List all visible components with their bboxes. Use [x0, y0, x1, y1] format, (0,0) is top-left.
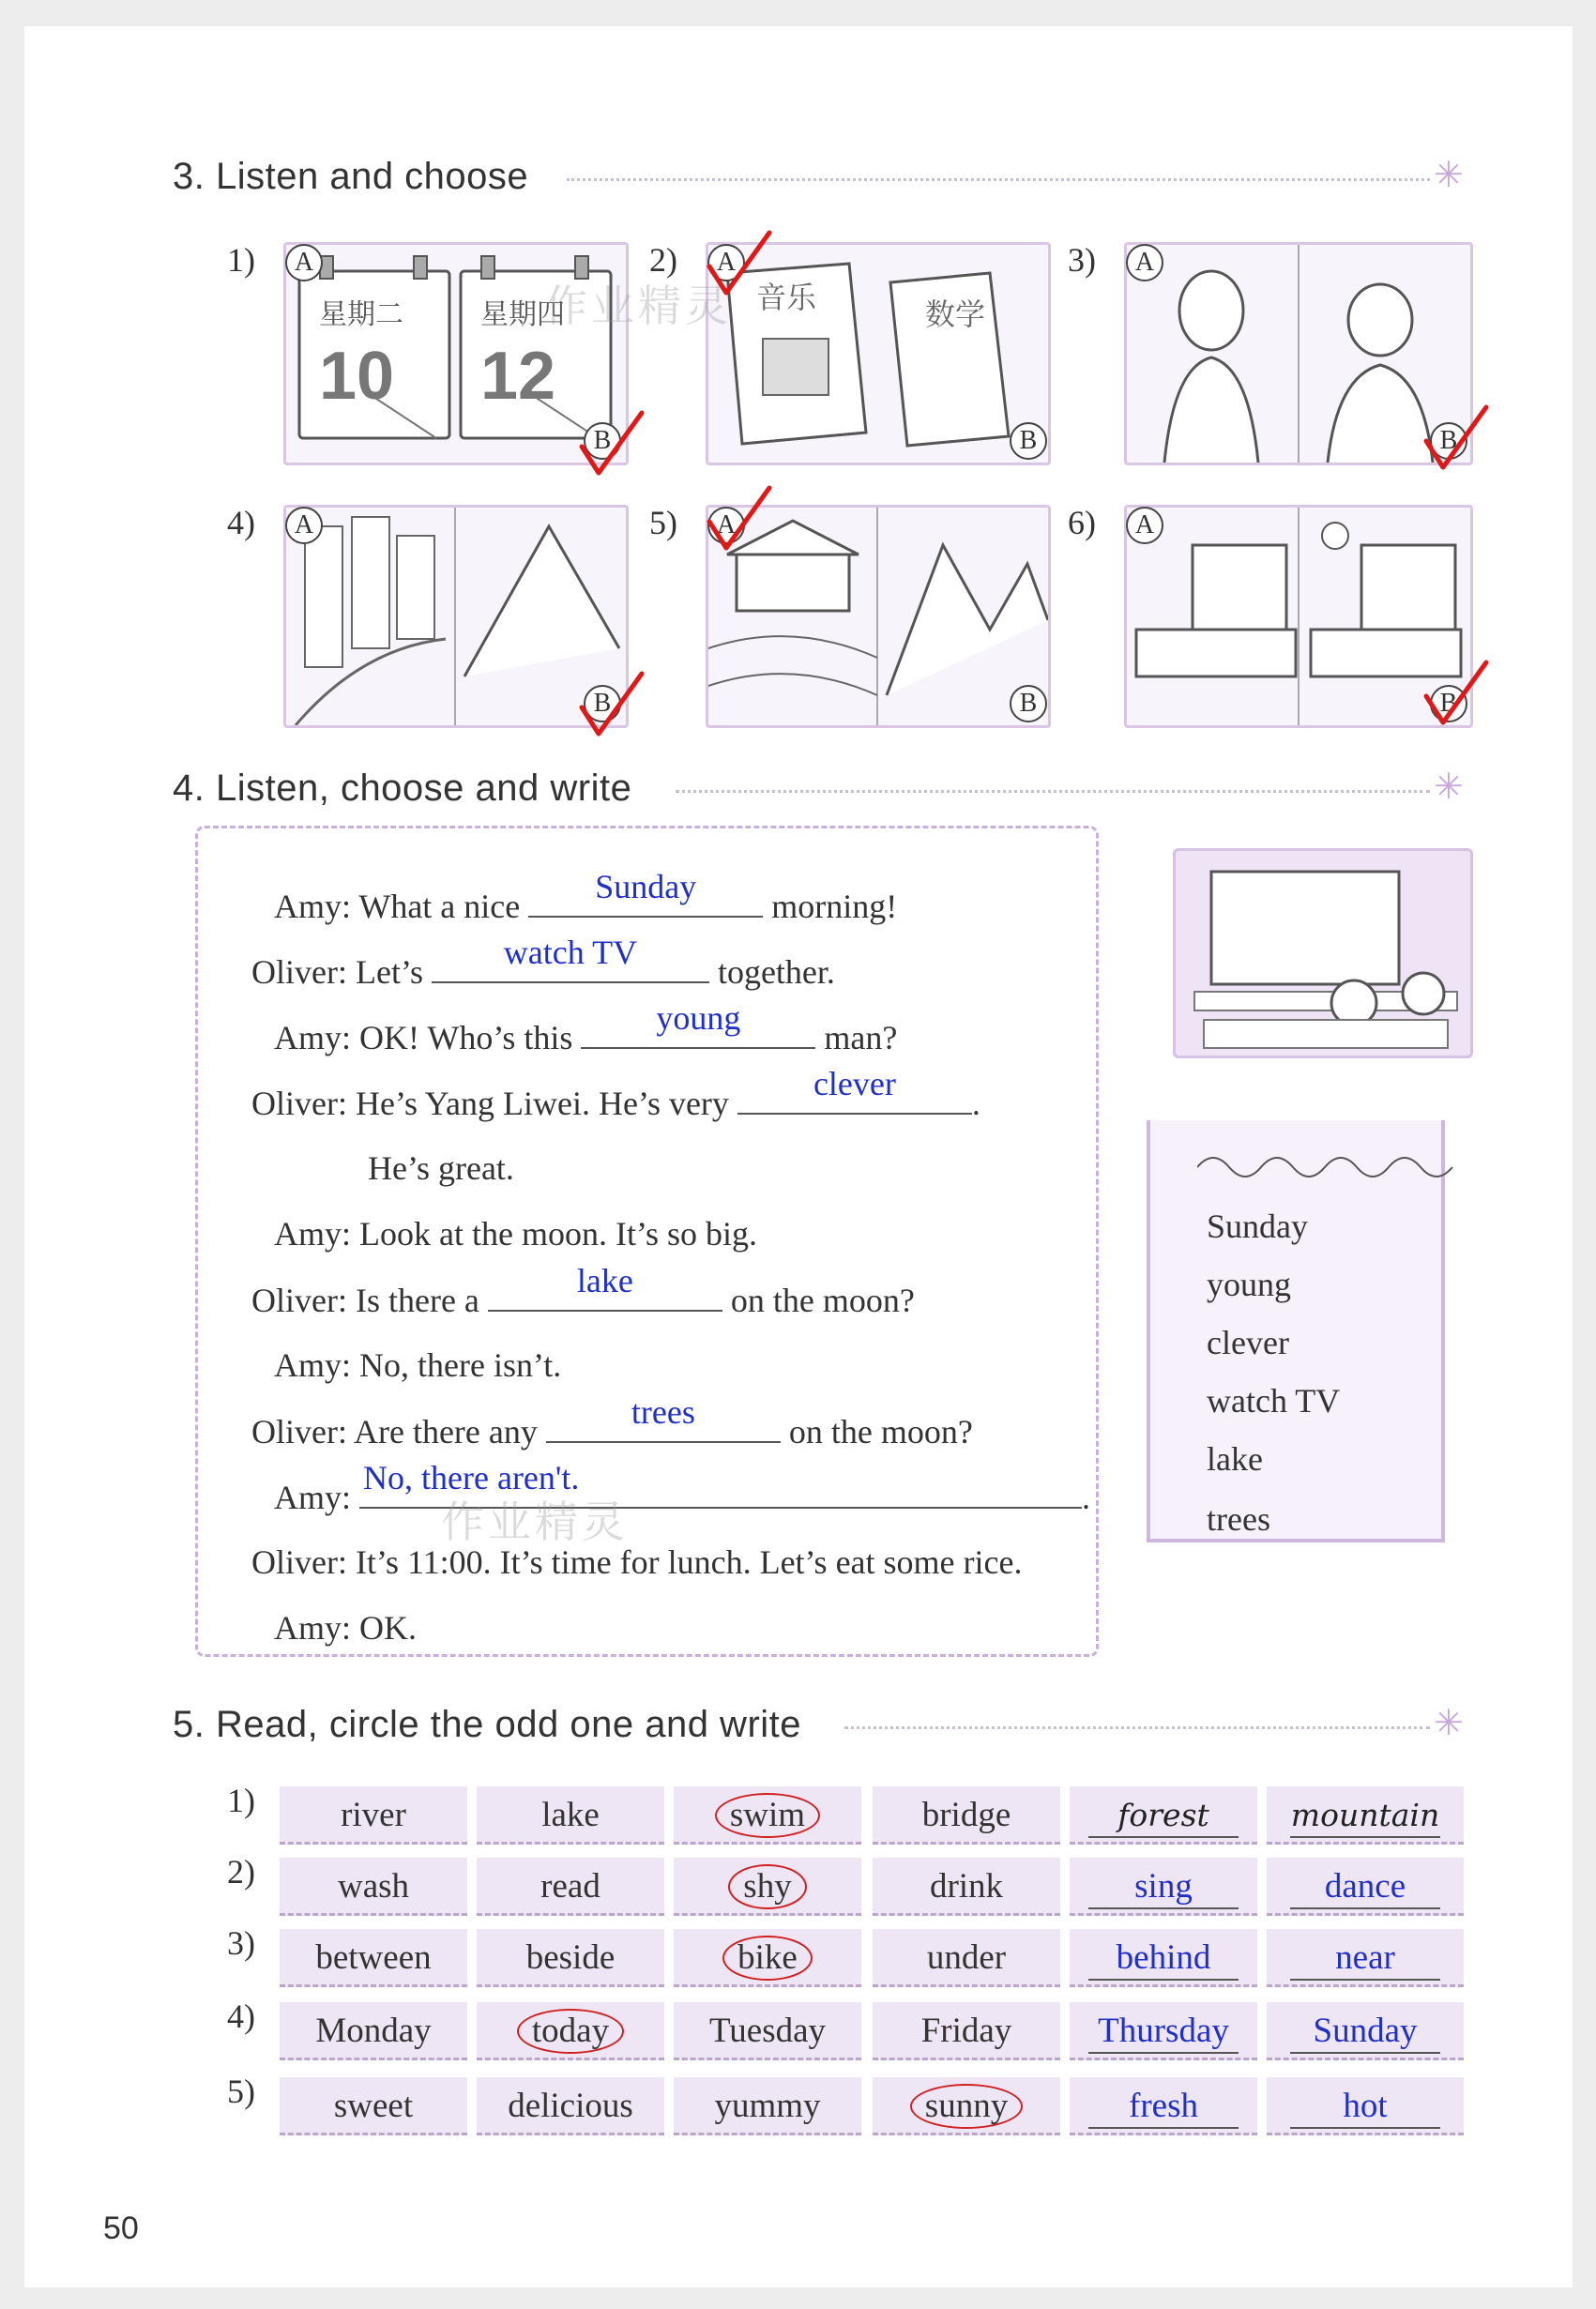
word-cell: [477, 2002, 664, 2060]
dialogue-text: on the moon?: [730, 1282, 915, 1319]
word-cell: [873, 2077, 1060, 2135]
written-answer: Sunday: [595, 868, 697, 905]
circled-odd-word[interactable]: bike: [722, 1936, 813, 1981]
dialogue-line-9: [251, 1393, 973, 1451]
sparkle-icon: ✳: [1434, 767, 1464, 807]
word-text: drink: [929, 1867, 1004, 1906]
calendar-weekday: 星期四: [480, 298, 565, 331]
item-number: 5): [649, 504, 677, 541]
option-a-circle[interactable]: A: [1126, 244, 1163, 281]
option-b-circle[interactable]: B: [1430, 685, 1467, 722]
word-text: between: [315, 1938, 432, 1977]
section-3-title: 3. Listen and choose: [173, 156, 529, 197]
dialogue-line-3: [274, 999, 898, 1057]
word-cell: [873, 2002, 1060, 2060]
maths-book-label: 数学: [925, 296, 986, 332]
option-b-circle[interactable]: B: [1430, 422, 1467, 460]
answer-cell[interactable]: [1267, 2002, 1464, 2060]
word-box-wavy-top: [1197, 1148, 1460, 1186]
word-text: under: [926, 1938, 1007, 1977]
written-answer: mountain: [1290, 1795, 1440, 1838]
option-b-circle[interactable]: B: [1010, 422, 1047, 460]
dialogue-text: .: [971, 1085, 980, 1122]
word-cell: [674, 2077, 861, 2135]
word-text: lake: [541, 1796, 600, 1834]
row-number: 5): [227, 2073, 255, 2110]
dialogue-line-5: He’s great.: [368, 1149, 514, 1187]
answer-cell[interactable]: [1070, 1858, 1257, 1916]
dialogue-text: Amy:: [274, 1479, 352, 1516]
dialogue-text: Oliver: He’s Yang Liwei. He’s very: [251, 1085, 729, 1122]
word-cell: [674, 2002, 861, 2060]
page-number: 50: [103, 2210, 139, 2246]
word-cell: [477, 2077, 664, 2135]
item-number: 2): [649, 241, 677, 279]
word-text: river: [341, 1796, 406, 1834]
written-answer: sing: [1088, 1866, 1239, 1909]
dialogue-text: .: [1082, 1479, 1091, 1516]
dialogue-text: Amy: OK! Who’s this: [274, 1019, 573, 1056]
answer-cell[interactable]: [1267, 2077, 1464, 2135]
written-answer: lake: [576, 1262, 633, 1299]
word-option: trees: [1207, 1500, 1270, 1538]
check-mark-icon: [1419, 400, 1494, 475]
option-a-circle[interactable]: A: [1126, 507, 1163, 544]
row-number: 3): [227, 1924, 255, 1962]
music-book-label: 音乐: [756, 280, 817, 315]
sparkle-icon: ✳: [1434, 1704, 1464, 1743]
option-b-circle[interactable]: B: [584, 422, 621, 460]
word-text: Tuesday: [708, 2012, 827, 2050]
dialogue-text: on the moon?: [788, 1413, 973, 1451]
dialogue-line-4: [251, 1065, 980, 1123]
circled-odd-word[interactable]: sunny: [910, 2084, 1023, 2129]
section-divider: [567, 178, 1430, 181]
sparkle-icon: ✳: [1434, 156, 1464, 195]
word-cell: [674, 1858, 861, 1916]
word-option: Sunday: [1207, 1208, 1308, 1245]
written-answer: forest: [1088, 1795, 1239, 1838]
word-cell: [873, 1786, 1060, 1845]
word-text: Friday: [920, 2012, 1012, 2050]
row-number: 4): [227, 1998, 255, 2035]
dialogue-line-7: [251, 1262, 915, 1320]
word-option: watch TV: [1207, 1382, 1341, 1420]
calendar-date: 12: [480, 339, 556, 414]
word-text: read: [540, 1867, 600, 1906]
word-cell: [280, 1929, 467, 1987]
answer-blank[interactable]: [737, 1065, 972, 1115]
check-mark-icon: [574, 405, 649, 480]
check-mark-icon: [702, 480, 777, 555]
dialogue-line-12: Amy: OK.: [274, 1609, 417, 1647]
word-option: young: [1207, 1266, 1291, 1303]
option-a-circle[interactable]: A: [285, 244, 323, 281]
row-number: 2): [227, 1853, 255, 1891]
circled-odd-word[interactable]: shy: [728, 1864, 806, 1909]
word-cell: [280, 1786, 467, 1845]
option-b-circle[interactable]: B: [584, 685, 621, 722]
word-cell: [280, 1858, 467, 1916]
word-cell: [280, 2077, 467, 2135]
section-divider: [676, 790, 1430, 793]
dialogue-line-1: [274, 868, 898, 926]
dialogue-text: man?: [824, 1019, 898, 1056]
answer-cell[interactable]: [1070, 1786, 1257, 1845]
word-cell: [674, 1786, 861, 1845]
answer-cell[interactable]: [1267, 1929, 1464, 1987]
section-4-title: 4. Listen, choose and write: [173, 767, 632, 809]
dialogue-text: together.: [717, 953, 835, 991]
item-number: 6): [1068, 504, 1096, 541]
word-option: lake: [1207, 1440, 1263, 1478]
written-answer: Thursday: [1088, 2011, 1239, 2054]
word-cell: [674, 1929, 861, 1987]
dialogue-line-2: [251, 934, 835, 992]
word-text: sweet: [333, 2087, 414, 2125]
dialogue-line-8: Amy: No, there isn’t.: [274, 1346, 562, 1384]
written-answer: young: [656, 999, 741, 1037]
written-answer: dance: [1290, 1866, 1440, 1909]
circled-odd-word[interactable]: swim: [715, 1793, 820, 1838]
answer-cell[interactable]: [1267, 1786, 1464, 1845]
check-mark-icon: [1419, 655, 1494, 730]
word-cell: [477, 1929, 664, 1987]
calendar-date: 10: [319, 339, 395, 414]
item-number: 4): [227, 504, 255, 541]
dialogue-text: morning!: [771, 888, 898, 925]
dialogue-text: Oliver: Is there a: [251, 1282, 479, 1319]
word-text: beside: [525, 1938, 616, 1977]
written-answer: trees: [631, 1393, 695, 1431]
written-answer: No, there aren't.: [363, 1459, 580, 1496]
word-option: clever: [1207, 1324, 1289, 1361]
written-answer: fresh: [1088, 2086, 1239, 2129]
option-a-circle[interactable]: A: [707, 507, 745, 544]
option-a-circle[interactable]: A: [285, 507, 323, 544]
answer-blank[interactable]: [488, 1262, 722, 1312]
answer-blank[interactable]: [432, 934, 709, 983]
word-text: yummy: [714, 2087, 821, 2125]
calendar-weekday: 星期二: [319, 298, 403, 331]
dialogue-line-6: Amy: Look at the moon. It’s so big.: [274, 1215, 757, 1253]
word-text: wash: [337, 1867, 410, 1906]
answer-blank[interactable]: [581, 999, 815, 1049]
word-cell: [873, 1929, 1060, 1987]
watermark: 作业精灵: [544, 281, 732, 331]
watermark: 作业精灵: [441, 1496, 629, 1547]
dialogue-text: Amy: What a nice: [274, 888, 521, 925]
word-cell: [280, 2002, 467, 2060]
answer-cell[interactable]: [1070, 2077, 1257, 2135]
answer-cell[interactable]: [1267, 1858, 1464, 1916]
answer-blank[interactable]: [546, 1393, 781, 1443]
word-cell: [873, 1858, 1060, 1916]
item-number: 1): [227, 241, 255, 279]
row-number: 1): [227, 1782, 255, 1819]
word-text: Monday: [315, 2012, 432, 2050]
option-a-circle[interactable]: A: [707, 244, 745, 281]
written-answer: Sunday: [1290, 2011, 1440, 2054]
option-b-circle[interactable]: B: [1010, 685, 1047, 722]
written-answer: behind: [1088, 1937, 1239, 1981]
answer-cell[interactable]: [1070, 2002, 1257, 2060]
dialogue-text: Oliver: Let’s: [251, 953, 423, 991]
item-number: 3): [1068, 241, 1096, 279]
check-mark-icon: [574, 666, 649, 741]
word-text: delicious: [508, 2087, 633, 2125]
section-divider: [844, 1726, 1430, 1729]
tv-picture[interactable]: [1173, 848, 1473, 1058]
answer-cell[interactable]: [1070, 1929, 1257, 1987]
word-cell: [477, 1786, 664, 1845]
dialogue-text: Oliver: Are there any: [251, 1413, 538, 1451]
circled-odd-word[interactable]: today: [517, 2009, 624, 2054]
answer-blank[interactable]: [528, 868, 763, 918]
written-answer: hot: [1290, 2086, 1440, 2129]
word-text: bridge: [921, 1796, 1011, 1834]
section-5-title: 5. Read, circle the odd one and write: [173, 1704, 802, 1745]
dialogue-line-11: Oliver: It’s 11:00. It’s time for lunch. Let’s eat some rice.: [251, 1543, 1023, 1581]
written-answer: watch TV: [503, 934, 638, 971]
written-answer: clever: [813, 1065, 896, 1102]
written-answer: near: [1290, 1937, 1440, 1981]
word-cell: [477, 1858, 664, 1916]
dialogue-line-10: [274, 1459, 1091, 1517]
